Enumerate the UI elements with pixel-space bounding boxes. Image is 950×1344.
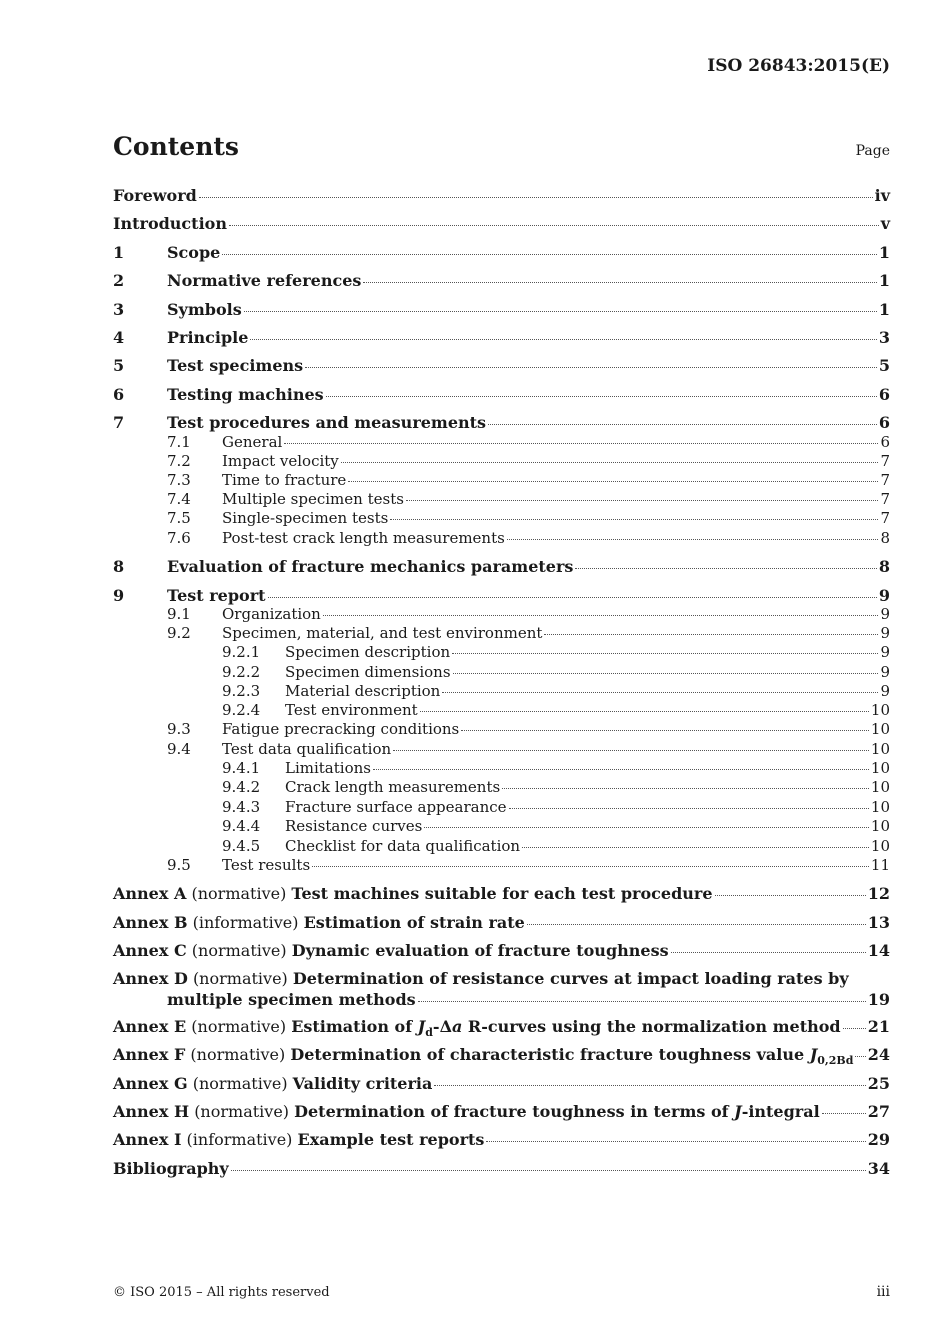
- clause-number: 7.2: [167, 452, 191, 470]
- annex-kind: (informative): [192, 913, 299, 932]
- toc-subsubentry[interactable]: [113, 701, 890, 719]
- toc-entry-page: 7: [880, 490, 890, 508]
- toc-entry-page: 10: [870, 740, 890, 758]
- dot-leader: [488, 424, 877, 425]
- toc-entry-title: Material description: [285, 682, 441, 700]
- symbol-j: J: [734, 1102, 742, 1121]
- toc-entry-title: Specimen description: [285, 643, 451, 661]
- toc-entry-title: Organization: [222, 605, 321, 623]
- annex-label: Annex C: [113, 941, 187, 960]
- toc-subentry[interactable]: [113, 529, 890, 547]
- annex-title-line2: multiple specimen methods: [167, 990, 416, 1009]
- toc-subentry[interactable]: [113, 624, 890, 642]
- dot-leader: [843, 1028, 866, 1029]
- clause-number: 9.2.1: [222, 643, 261, 661]
- toc-entry-title: Principle: [167, 328, 249, 347]
- toc-subsubentry[interactable]: [113, 682, 890, 700]
- annex-title-pre: Determination of characteristic fracture toughness value: [290, 1045, 810, 1064]
- toc-entry-foreword[interactable]: [113, 186, 890, 205]
- clause-number: 9.4.5: [222, 837, 261, 855]
- clause-number: 9.4.3: [222, 798, 261, 816]
- toc-entry-page: iv: [874, 186, 890, 205]
- annex-label: Annex A: [113, 884, 187, 903]
- toc-entry-title: Time to fracture: [222, 471, 347, 489]
- clause-number: 7.4: [167, 490, 191, 508]
- toc-entry-page: 6: [880, 433, 890, 451]
- toc-entry-page: 10: [870, 720, 890, 738]
- toc-subsubentry[interactable]: [113, 798, 890, 816]
- clause-number: 9.2.2: [222, 663, 261, 681]
- dot-leader: [453, 673, 879, 674]
- toc-subentry[interactable]: [113, 720, 890, 738]
- toc-annex-b[interactable]: [113, 913, 890, 932]
- toc-entry-title: Symbols: [167, 300, 242, 319]
- toc-entry-page: 8: [878, 557, 890, 576]
- toc-entry[interactable]: [113, 385, 890, 404]
- toc-subentry[interactable]: [113, 740, 890, 758]
- clause-number: 7: [113, 413, 125, 432]
- toc-subentry[interactable]: [113, 856, 890, 874]
- toc-entry-title: Evaluation of fracture mechanics parameters: [167, 557, 574, 576]
- annex-kind: (normative): [194, 1102, 290, 1121]
- dot-leader: [822, 1113, 866, 1114]
- toc-entry-page: 5: [878, 356, 890, 375]
- toc-entry-page: 9: [880, 663, 890, 681]
- dot-leader: [544, 634, 878, 635]
- annex-title-post: -integral: [741, 1102, 820, 1121]
- toc-entry-title: Resistance curves: [285, 817, 423, 835]
- toc-entry-page: 3: [878, 328, 890, 347]
- toc-entry-page: 10: [870, 701, 890, 719]
- toc-entry-page: 10: [870, 798, 890, 816]
- toc-entry-title: Test report: [167, 586, 266, 605]
- clause-number: 9: [113, 586, 125, 605]
- page-column-label: Page: [855, 143, 890, 159]
- annex-label: Annex E: [113, 1017, 187, 1036]
- toc-entry-page: 8: [880, 529, 890, 547]
- clause-number: 4: [113, 328, 125, 347]
- toc-annex-f[interactable]: [113, 1045, 890, 1067]
- toc-entry-page: 9: [880, 682, 890, 700]
- toc-entry-page: 21: [867, 1017, 890, 1036]
- toc-entry-title: Test data qualification: [222, 740, 392, 758]
- toc-entry-title: Specimen, material, and test environment: [222, 624, 543, 642]
- dot-leader: [244, 311, 877, 312]
- annex-kind: (normative): [191, 941, 287, 960]
- annex-title: Dynamic evaluation of fracture toughness: [291, 941, 669, 960]
- clause-number: 9.4.1: [222, 759, 261, 777]
- toc-entry-page: 19: [867, 990, 890, 1009]
- toc-entry-title: Fatigue precracking conditions: [222, 720, 460, 738]
- symbol-a: a: [451, 1017, 463, 1036]
- annex-title-pre: Determination of fracture toughness in terms of: [294, 1102, 735, 1121]
- toc-entry-page: 29: [867, 1130, 890, 1149]
- clause-number: 7.6: [167, 529, 191, 547]
- dot-leader: [341, 462, 879, 463]
- clause-number: 3: [113, 300, 125, 319]
- toc-entry[interactable]: [113, 300, 890, 319]
- annex-kind: (normative): [191, 884, 287, 903]
- toc-entry-page: 10: [870, 759, 890, 777]
- toc-entry-page: v: [880, 214, 890, 233]
- toc-subsubentry[interactable]: [113, 663, 890, 681]
- clause-number: 9.3: [167, 720, 191, 738]
- dot-leader: [424, 827, 869, 828]
- toc-entry-page: 9: [880, 643, 890, 661]
- document-id: ISO 26843:2015(E): [707, 56, 890, 76]
- clause-number: 9.5: [167, 856, 191, 874]
- dot-leader: [575, 568, 876, 569]
- annex-kind: (normative): [192, 1074, 288, 1093]
- toc-subentry[interactable]: [113, 490, 890, 508]
- dot-leader: [284, 443, 878, 444]
- dot-leader: [373, 769, 869, 770]
- toc-subsubentry[interactable]: [113, 759, 890, 777]
- annex-title: Estimation of strain rate: [303, 913, 525, 932]
- toc-annex-c[interactable]: [113, 941, 890, 960]
- copyright-notice: © ISO 2015 – All rights reserved: [113, 1285, 330, 1300]
- clause-number: 9.2.4: [222, 701, 261, 719]
- dot-leader: [507, 539, 879, 540]
- dot-leader: [393, 750, 869, 751]
- toc-subentry[interactable]: [113, 452, 890, 470]
- annex-label: Annex I: [113, 1130, 182, 1149]
- page-number: iii: [876, 1284, 890, 1300]
- annex-label: Annex H: [113, 1102, 190, 1121]
- toc-entry-title: Single-specimen tests: [222, 509, 389, 527]
- clause-number: 2: [113, 271, 125, 290]
- toc-entry-title: Normative references: [167, 271, 362, 290]
- clause-number: 9.1: [167, 605, 191, 623]
- toc-entry[interactable]: [113, 557, 890, 576]
- toc-entry-bibliography[interactable]: [113, 1159, 890, 1178]
- toc-entry-title: Post-test crack length measurements: [222, 529, 505, 547]
- toc-entry[interactable]: [113, 586, 890, 605]
- dot-leader: [486, 1141, 865, 1142]
- dot-leader: [348, 481, 878, 482]
- toc-annex-a[interactable]: [113, 884, 890, 903]
- toc-entry-page: 9: [878, 586, 890, 605]
- toc-entry-title: Checklist for data qualification: [285, 837, 521, 855]
- toc-entry[interactable]: [113, 413, 890, 432]
- clause-number: 5: [113, 356, 125, 375]
- toc-subsubentry[interactable]: [113, 837, 890, 855]
- toc-entry-page: 1: [878, 300, 890, 319]
- annex-title-post: R-curves using the normalization method: [462, 1017, 841, 1036]
- symbol-j: J: [417, 1017, 426, 1036]
- annex-label: Annex D: [113, 969, 188, 988]
- dot-leader: [461, 730, 869, 731]
- symbol-subscript: 0,2Bd: [817, 1054, 854, 1068]
- toc-entry-page: 7: [880, 509, 890, 527]
- dot-leader: [222, 254, 877, 255]
- toc-entry[interactable]: [113, 356, 890, 375]
- toc-entry-title: Test results: [222, 856, 311, 874]
- toc-entry-page: 27: [867, 1102, 890, 1121]
- annex-kind: (normative): [190, 1045, 286, 1064]
- toc-subsubentry[interactable]: [113, 643, 890, 661]
- annex-title: Test machines suitable for each test procedure: [291, 884, 713, 903]
- dot-leader: [715, 895, 866, 896]
- toc-entry-title: Test procedures and measurements: [167, 413, 487, 432]
- clause-number: 8: [113, 557, 125, 576]
- toc-entry-title: Test environment: [285, 701, 418, 719]
- toc-entry-title: Fracture surface appearance: [285, 798, 507, 816]
- clause-number: 7.3: [167, 471, 191, 489]
- dot-leader: [199, 197, 873, 198]
- toc-entry-page: 11: [870, 856, 890, 874]
- toc-annex-d[interactable]: [113, 969, 890, 1009]
- toc-subentry[interactable]: [113, 509, 890, 527]
- annex-title-pre: Estimation of: [291, 1017, 418, 1036]
- dot-leader: [326, 396, 877, 397]
- dot-leader: [434, 1085, 865, 1086]
- toc-entry-page: 10: [870, 778, 890, 796]
- clause-number: 1: [113, 243, 125, 262]
- toc-entry-page: 1: [878, 243, 890, 262]
- dot-leader: [250, 339, 876, 340]
- toc-entry-title: Specimen dimensions: [285, 663, 451, 681]
- dot-leader: [527, 924, 866, 925]
- toc-entry-page: 1: [878, 271, 890, 290]
- toc-entry-page: 10: [870, 817, 890, 835]
- toc-entry-page: 7: [880, 452, 890, 470]
- dot-leader: [442, 692, 878, 693]
- toc-entry-title: Multiple specimen tests: [222, 490, 404, 508]
- dot-leader: [671, 952, 866, 953]
- clause-number: 9.4.4: [222, 817, 261, 835]
- toc-entry-page: 13: [867, 913, 890, 932]
- toc-entry-page: 6: [878, 413, 890, 432]
- dot-leader: [323, 615, 879, 616]
- toc-entry-page: 6: [878, 385, 890, 404]
- dot-leader: [390, 519, 878, 520]
- toc-annex-e[interactable]: [113, 1017, 890, 1039]
- annex-label: Annex F: [113, 1045, 186, 1064]
- annex-kind: (normative): [192, 969, 288, 988]
- annex-title: Example test reports: [297, 1130, 485, 1149]
- toc-entry-introduction[interactable]: [113, 214, 890, 233]
- annex-kind: (informative): [186, 1130, 293, 1149]
- toc-entry-page: 14: [867, 941, 890, 960]
- toc-annex-i[interactable]: [113, 1130, 890, 1149]
- toc-entry[interactable]: [113, 328, 890, 347]
- clause-number: 6: [113, 385, 125, 404]
- toc-entry-title: Foreword: [113, 186, 197, 205]
- toc-annex-g[interactable]: [113, 1074, 890, 1093]
- toc-entry-page: 9: [880, 605, 890, 623]
- dot-leader: [522, 847, 869, 848]
- toc-entry[interactable]: [113, 243, 890, 262]
- clause-number: 9.2: [167, 624, 191, 642]
- annex-kind: (normative): [191, 1017, 287, 1036]
- toc-entry-page: 12: [867, 884, 890, 903]
- toc-entry-title: Limitations: [285, 759, 371, 777]
- toc-entry-page: 10: [870, 837, 890, 855]
- toc-entry-page: 24: [867, 1045, 890, 1064]
- toc-entry-title: General: [222, 433, 283, 451]
- clause-number: 9.4.2: [222, 778, 261, 796]
- annex-label: Annex G: [113, 1074, 188, 1093]
- toc-subsubentry[interactable]: [113, 817, 890, 835]
- toc-subentry[interactable]: [113, 471, 890, 489]
- dot-leader: [312, 866, 869, 867]
- contents-heading: Contents: [113, 132, 240, 161]
- dot-leader: [268, 597, 877, 598]
- toc-entry-title: Testing machines: [167, 385, 324, 404]
- toc-entry-page: 25: [867, 1074, 890, 1093]
- clause-number: 9.2.3: [222, 682, 261, 700]
- toc-entry-title: Test specimens: [167, 356, 304, 375]
- toc-entry-title: Introduction: [113, 214, 227, 233]
- dot-leader: [406, 500, 879, 501]
- toc-entry-page: 9: [880, 624, 890, 642]
- toc-entry-title: Scope: [167, 243, 221, 262]
- symbol-j: J: [809, 1045, 818, 1064]
- symbol-subscript: d: [425, 1026, 433, 1040]
- toc-entry-title: Impact velocity: [222, 452, 339, 470]
- clause-number: 7.1: [167, 433, 191, 451]
- clause-number: 9.4: [167, 740, 191, 758]
- annex-title: Validity criteria: [292, 1074, 433, 1093]
- dot-leader: [502, 788, 869, 789]
- clause-number: 7.5: [167, 509, 191, 527]
- dot-leader: [363, 282, 876, 283]
- dot-leader: [452, 653, 878, 654]
- toc-subentry[interactable]: [113, 605, 890, 623]
- toc-subentry[interactable]: [113, 433, 890, 451]
- toc-entry-title: Bibliography: [113, 1159, 229, 1178]
- toc-entry-page: 34: [867, 1159, 890, 1178]
- toc-annex-h[interactable]: [113, 1102, 890, 1121]
- annex-title-line1: Determination of resistance curves at impact loading rates by: [292, 969, 849, 988]
- dot-leader: [231, 1170, 866, 1171]
- dot-leader: [509, 808, 869, 809]
- dot-leader: [420, 711, 869, 712]
- toc-entry[interactable]: [113, 271, 890, 290]
- dot-leader: [418, 1001, 866, 1002]
- toc-entry-page: 7: [880, 471, 890, 489]
- annex-label: Annex B: [113, 913, 188, 932]
- dot-leader: [229, 225, 879, 226]
- dot-leader: [305, 367, 877, 368]
- toc-subsubentry[interactable]: [113, 778, 890, 796]
- symbol-delta: -Δ: [432, 1017, 452, 1036]
- toc-entry-title: Crack length measurements: [285, 778, 501, 796]
- dot-leader: [855, 1056, 865, 1057]
